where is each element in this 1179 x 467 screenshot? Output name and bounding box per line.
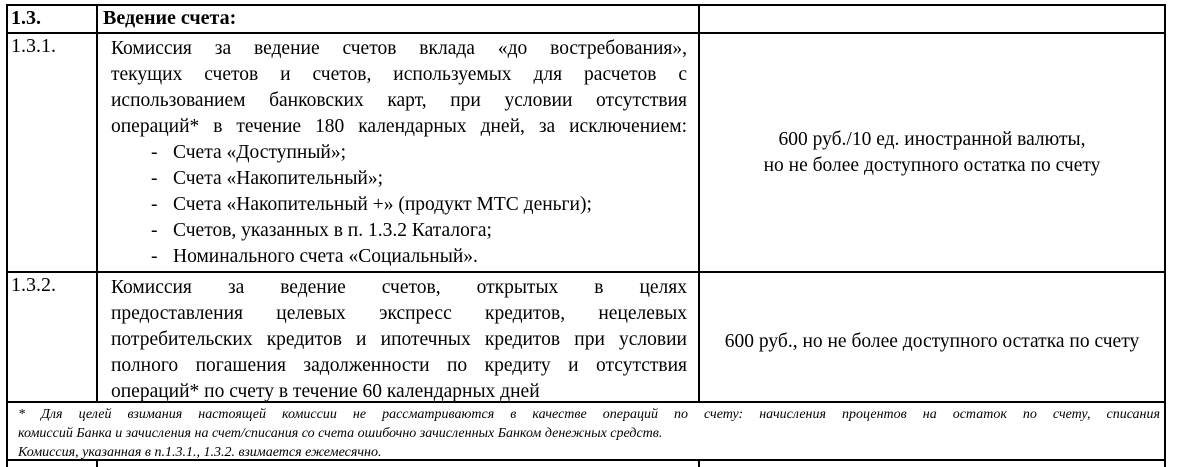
exception-item bbox=[111, 218, 687, 244]
dash-glyph: - bbox=[151, 142, 158, 163]
dash-glyph: - bbox=[151, 168, 158, 189]
fee-text bbox=[700, 127, 1164, 179]
description-line: Комиссия за ведение счетов, открытых в целях bbox=[111, 277, 687, 298]
description-line: полного погашения задолженности по кредиту и отсутствия bbox=[111, 355, 687, 376]
exception-item bbox=[111, 166, 687, 192]
table-row bbox=[6, 273, 1166, 401]
description-line: Комиссия за ведение счетов вклада «до востребования», bbox=[111, 38, 687, 59]
fee-line: но не более доступного остатка по счету bbox=[763, 155, 1101, 176]
exception-text: Счетов, указанных в п. 1.3.2 Каталога; bbox=[173, 220, 492, 241]
dash-glyph: - bbox=[151, 194, 158, 215]
description-line: предоставления целевых экспресс кредитов, нецелевых bbox=[111, 303, 687, 324]
fee-text bbox=[700, 329, 1164, 355]
exception-item bbox=[111, 192, 687, 218]
exception-item bbox=[111, 140, 687, 166]
row-fee bbox=[700, 273, 1164, 401]
footnote bbox=[6, 403, 1166, 459]
exception-text: Счета «Доступный»; bbox=[173, 142, 347, 163]
description-line: использованием банковских карт, при условии отсутствия bbox=[111, 90, 687, 111]
fee-line: 600 руб., но не более доступного остатка по счету bbox=[724, 331, 1140, 352]
description-line: операций* в течение 180 календарных дней, за исключением: bbox=[111, 116, 687, 137]
exception-text: Счета «Накопительный +» (продукт МТС деньги); bbox=[173, 194, 592, 215]
row-number: 1.3.1. bbox=[11, 35, 56, 57]
dash-glyph: - bbox=[151, 246, 158, 267]
description-line: операций* по счету в течение 60 календарных дней bbox=[111, 381, 540, 402]
exception-item bbox=[111, 244, 687, 270]
row-fee bbox=[700, 34, 1164, 271]
exception-text: Счета «Накопительный»; bbox=[173, 168, 384, 189]
description-line: текущих счетов и счетов, используемых для расчетов с bbox=[111, 64, 687, 85]
tariff-table bbox=[6, 4, 1166, 467]
row-number: 1.3.2. bbox=[11, 274, 56, 296]
footnote-line: Комиссия, указанная в п.1.3.1., 1.3.2. взимается ежемесячно. bbox=[18, 445, 382, 460]
row-description bbox=[111, 275, 687, 401]
dash-glyph: - bbox=[151, 220, 158, 241]
section-header-row bbox=[6, 6, 1166, 32]
row-description bbox=[111, 36, 687, 271]
section-number: 1.3. bbox=[11, 7, 41, 29]
footnote-line: * Для целей взимания настоящей комиссии не рассматриваются в качестве операций по счету: начисления процентов на остаток по счету, списания bbox=[18, 407, 1160, 422]
section-title: Ведение счета: bbox=[103, 7, 237, 29]
footnote-line: комиссий Банка и зачисления на счет/списания со счета ошибочно зачисленных Банком денежных средств. bbox=[18, 426, 663, 441]
description-line: потребительских кредитов и ипотечных кредитов при условии bbox=[111, 329, 687, 350]
fee-line: 600 руб./10 ед. иностранной валюты, bbox=[778, 129, 1086, 150]
exception-text: Номинального счета «Социальный». bbox=[173, 246, 478, 267]
table-row bbox=[6, 34, 1166, 271]
